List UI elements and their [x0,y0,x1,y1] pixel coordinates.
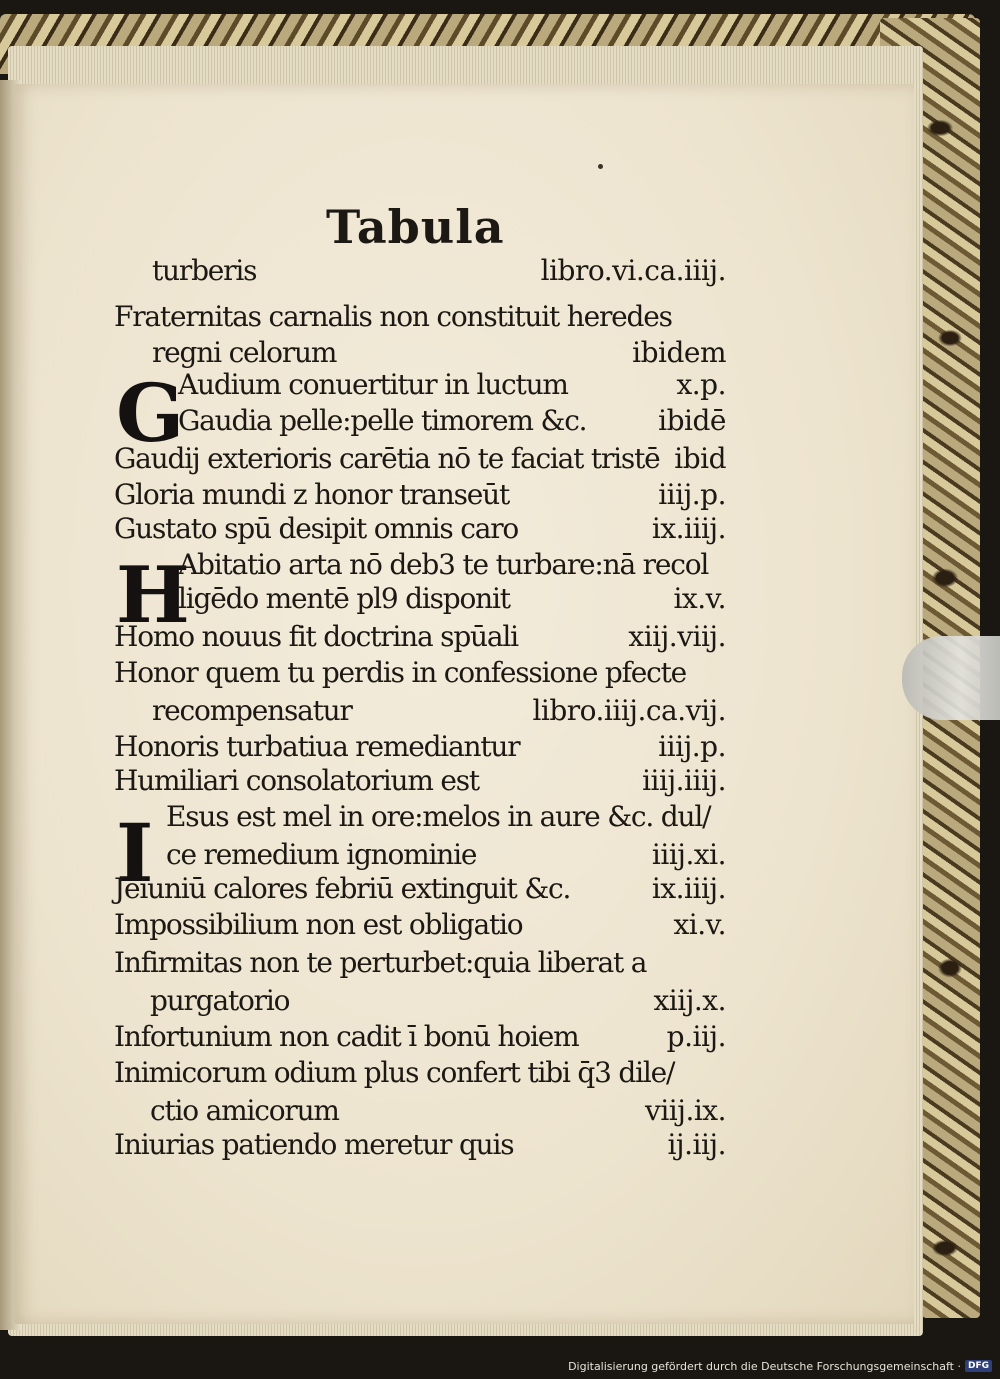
index-line: regni celorum ibidem [152,336,726,369]
index-line: Honor quem tu perdis in confessione pfecte [114,656,687,689]
index-line: Infortunium non cadit ī bonū hoiem p.iij. [114,1020,726,1053]
index-line: Fraternitas carnalis non constituit heredes [114,300,672,333]
drop-initial-g: G [116,366,185,460]
index-line: Iniurias patiendo meretur quis ij.iij. [114,1128,726,1161]
index-line: Audium conuertitur in luctum x.p. [178,368,726,401]
dfg-logo-icon: DFG [965,1360,992,1372]
index-line: ctio amicorum viij.ix. [150,1094,726,1127]
index-line: Abitatio arta nō deb3 te turbare:nā recol [178,548,709,581]
digitization-credit [568,1357,992,1375]
index-line: purgatorio xiij.x. [150,984,726,1017]
index-line: turberis libro.vi.ca.iiij. [152,254,726,287]
drop-initial-h: H [116,550,190,641]
index-line: Gustato spū desipit omnis caro ix.iiij. [114,512,726,545]
credit-text: Digitalisierung gefördert durch die Deutsche Forschungsgemeinschaft · [568,1359,961,1373]
index-line: ligēdo mentē pl9 disponit ix.v. [178,582,726,615]
index-line: Jeiuniū calores febriū extinguit &c. ix.iiij. [114,872,726,905]
index-line: Gaudij exterioris carētia nō te faciat tristē ibid [114,442,726,475]
index-line: Impossibilium non est obligatio xi.v. [114,908,726,941]
drop-initial-i: I [116,806,154,900]
index-line: Esus est mel in ore:melos in aure &c. dul/ [166,800,711,833]
index-line: Honoris turbatiua remediantur iiij.p. [114,730,726,763]
index-line: Homo nouus fit doctrina spūali xiij.viij. [114,620,726,653]
index-line: ce remedium ignominie iiij.xi. [166,838,726,871]
page-title: Tabula [326,200,505,254]
index-line: Gaudia pelle:pelle timorem &c. ibidē [178,404,726,437]
index-line: Humiliari consolatorium est iiij.iiij. [114,764,726,797]
index-line: Inimicorum odium plus confert tibi q̄3 dile/ [114,1056,675,1089]
index-line: Infirmitas non te perturbet:quia liberat a [114,946,647,979]
index-line: recompensatur libro.iiij.ca.vij. [152,694,726,727]
index-line: Gloria mundi z honor transeūt iiij.p. [114,478,726,511]
